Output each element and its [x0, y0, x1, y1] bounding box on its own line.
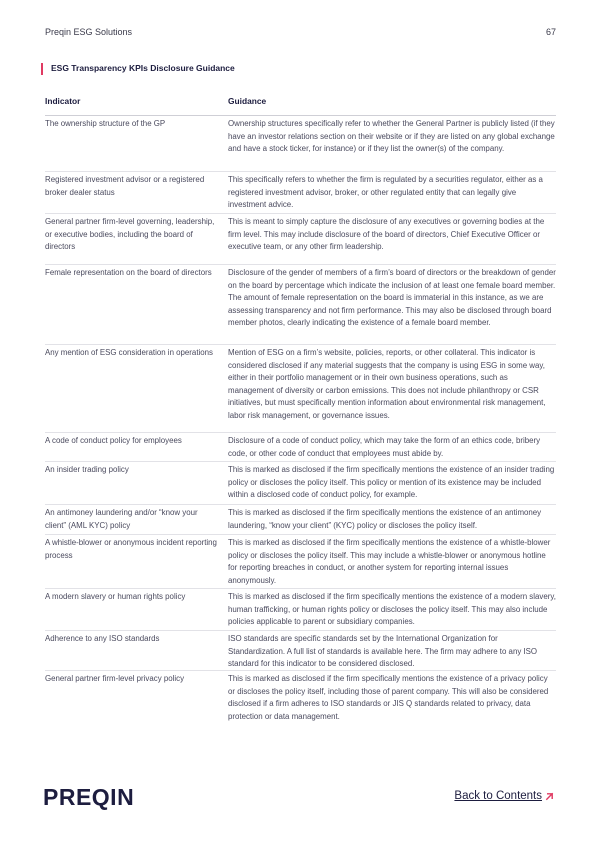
indicator-cell: A code of conduct policy for employees [45, 436, 182, 445]
back-to-contents-label: Back to Contents [454, 790, 542, 802]
table-row [45, 214, 556, 265]
page-header [45, 27, 556, 39]
page-number: 67 [545, 27, 556, 37]
guidance-cell: This is marked as disclosed if the firm specifically mentions the existence of an insider trading policy or discloses the policy itself. This policy or mention of its existence may be included within a disclosed code of conduct policy, for example. [228, 465, 555, 500]
guidance-cell: This is marked as disclosed if the firm specifically mentions the existence of a whistle-blower policy or discloses the policy itself. This may include a whistle-blower or anonymous hotline for reporting breaches in conduct, or another system for reporting internal issues anonymously. [228, 538, 551, 585]
indicator-cell: A modern slavery or human rights policy [45, 592, 186, 601]
table-row [45, 462, 556, 505]
indicator-cell: Any mention of ESG consideration in operations [45, 348, 213, 357]
table-row [45, 671, 556, 727]
table-row [45, 505, 556, 535]
indicator-cell: General partner firm-level privacy policy [45, 674, 185, 683]
arrow-up-right-icon [545, 792, 554, 801]
guidance-cell: Ownership structures specifically refer to whether the General Partner is publicly listed (if they have an investor relations section on their website or if they are listed on any global exchange and have a stock ticker, for instance) or if they list the owner(s) of the company. [228, 119, 555, 154]
indicator-cell: Registered investment advisor or a registered broker dealer status [45, 175, 205, 197]
indicator-cell: An insider trading policy [45, 465, 129, 474]
guidance-cell: Disclosure of the gender of members of a firm’s board of directors or the breakdown of gender on the board by percentage which indicate the inclusion of at least one female board member. The amount of female representation on the board is immaterial in this instance, as we are assessing transparency and not firm performance. This may also be disclosed through board member photos, clearly indicating the existence of a female board member. [228, 268, 556, 328]
guidance-cell: This specifically refers to whether the firm is regulated by a securities regulator, either as a registered investment advisor, broker, or other regulated entity that can legally give investment advice. [228, 175, 543, 210]
guidance-cell: This is meant to simply capture the disclosure of any executives or governing bodies at the firm level. This may include disclosure of the board of directors, Chief Executive Officer or executive team, or any other firm leadership. [228, 217, 545, 252]
table-row [45, 265, 556, 345]
guidance-cell: Disclosure of a code of conduct policy, which may take the form of an ethics code, bribery code, or other code of conduct that employees must abide by. [228, 436, 541, 458]
table-row [45, 116, 556, 172]
section-title: ESG Transparency KPIs Disclosure Guidance [41, 63, 235, 75]
column-header-indicator: Indicator [45, 96, 81, 106]
indicator-cell: An antimoney laundering and/or “know your client” (AML KYC) policy [45, 508, 198, 530]
guidance-cell: ISO standards are specific standards set by the International Organization for Standardization. A full list of standards is available here. The firm may adhere to any ISO standard for this indicator to be considered disclosed. [228, 634, 538, 669]
table-row [45, 631, 556, 671]
table-row [45, 433, 556, 462]
guidance-cell: This is marked as disclosed if the firm specifically mentions the existence of an antimoney laundering, “know your client” (KYC) policy or discloses the policy itself. [228, 508, 542, 530]
table-row [45, 172, 556, 214]
indicator-cell: Female representation on the board of directors [45, 268, 212, 277]
indicator-cell: A whistle-blower or anonymous incident reporting process [45, 538, 217, 560]
indicator-cell: General partner firm-level governing, leadership, or executive bodies, including the board of directors [45, 217, 215, 252]
guidance-table [45, 96, 556, 727]
guidance-cell: Mention of ESG on a firm’s website, policies, reports, or other collateral. This indicator is considered disclosed if any material suggests that the company is using ESG in some way, either in their portfolio management or in their own business operations, such as management of diversity or carbon emissions. This does not include philanthropy or CSR initiatives, but must specifically mention information about environmental risk management, labor risk management, or governance issues. [228, 348, 546, 420]
preqin-logo: PREQIN [43, 784, 135, 810]
table-row [45, 535, 556, 589]
column-header-guidance: Guidance [228, 96, 267, 106]
back-to-contents-link[interactable] [454, 790, 554, 802]
indicator-cell: The ownership structure of the GP [45, 119, 166, 128]
table-header [45, 96, 556, 116]
indicator-cell: Adherence to any ISO standards [45, 634, 160, 643]
guidance-cell: This is marked as disclosed if the firm specifically mentions the existence of a privacy policy or discloses the policy itself, including those of parent company. This will also be considered disclosed if a firm adheres to ISO standards or JIS Q standards related to privacy, data protection or data management. [228, 674, 549, 721]
table-row [45, 589, 556, 631]
guidance-cell: This is marked as disclosed if the firm specifically mentions the existence of a modern slavery, human trafficking, or human rights policy or discloses the policy itself. This may also include policies applicable to parent or subsidiary companies. [228, 592, 556, 627]
header-brand: Preqin ESG Solutions [45, 27, 133, 37]
table-row [45, 345, 556, 433]
